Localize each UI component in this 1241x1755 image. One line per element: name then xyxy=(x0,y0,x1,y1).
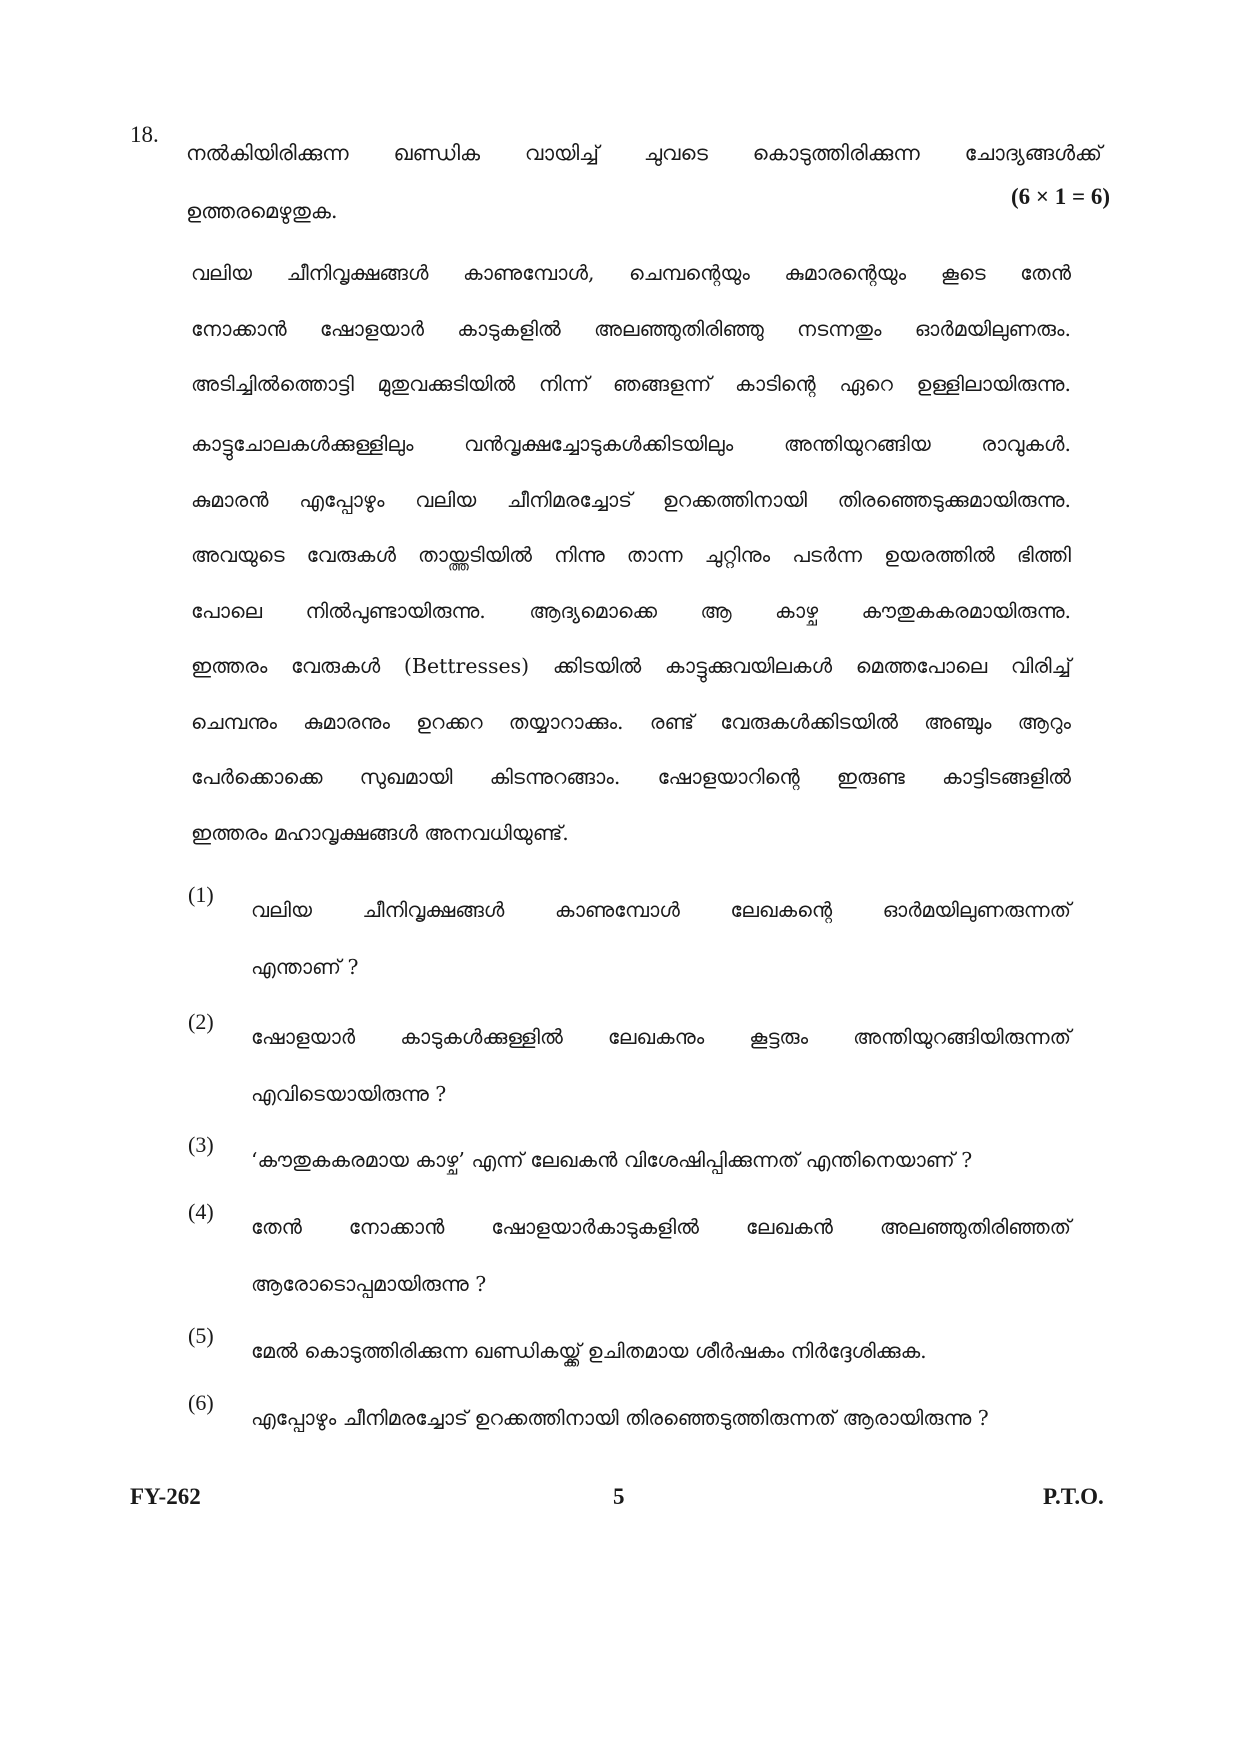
question-instruction-line: ഉത്തരമെഴുതുക. xyxy=(186,199,338,223)
subquestion-line: എവിടെയായിരുന്നു ? xyxy=(251,1082,447,1106)
paper-code: FY-262 xyxy=(130,1484,201,1509)
subquestion-line: വലിയ ചീനിവൃക്ഷങ്ങൾ കാണുമ്പോൾ ലേഖകന്റെ ഓർമയിലുണരുന്നത് xyxy=(251,898,1071,922)
subquestion-line: എന്താണ് ? xyxy=(251,955,359,979)
question-number: 18. xyxy=(130,122,159,147)
passage-line: വലിയ ചീനിവൃക്ഷങ്ങൾ കാണുമ്പോൾ, ചെമ്പന്റെയും കുമാരന്റെയും കൂടെ തേൻ xyxy=(191,261,1071,285)
passage-line: കാട്ടുചോലകൾക്കുള്ളിലും വൻവൃക്ഷച്ചോടുകൾക്കിടയിലും അന്തിയുറങ്ങിയ രാവുകൾ. xyxy=(191,432,1071,456)
subquestion-text xyxy=(251,882,1071,996)
subquestion-line: ‘കൗതുകകരമായ കാഴ്ച’ എന്ന് ലേഖകൻ വിശേഷിപ്പിക്കുന്നത് എന്തിനെയാണ് ? xyxy=(251,1148,973,1172)
subquestion-text xyxy=(251,1009,1071,1123)
page-number: 5 xyxy=(613,1484,625,1509)
subquestion-line: തേൻ നോക്കാൻ ഷോളയാർകാടുകളിൽ ലേഖകൻ അലഞ്ഞുതിരിഞ്ഞത് xyxy=(251,1215,1071,1239)
subquestion-number: (5) xyxy=(188,1323,214,1348)
subquestion-text xyxy=(251,1132,1071,1189)
please-turn-over: P.T.O. xyxy=(1043,1484,1104,1509)
passage-line: പേർക്കൊക്കെ സുഖമായി കിടന്നുറങ്ങാം. ഷോളയാറിന്റെ ഇരുണ്ട കാട്ടിടങ്ങളിൽ xyxy=(191,765,1071,789)
passage-line: പോലെ നിൽപുണ്ടായിരുന്നു. ആദ്യമൊക്കെ ആ കാഴ്ച കൗതുകകരമായിരുന്നു. xyxy=(191,598,1071,623)
subquestion-text xyxy=(251,1390,1071,1447)
question-instruction-line: നൽകിയിരിക്കുന്ന ഖണ്ഡിക വായിച്ച് ചുവടെ കൊടുത്തിരിക്കുന്ന ചോദ്യങ്ങൾക്ക് xyxy=(186,141,1102,165)
subquestion-number: (6) xyxy=(188,1390,214,1415)
passage-paragraph-1 xyxy=(191,246,1071,413)
subquestion-line: ആരോടൊപ്പമായിരുന്നു ? xyxy=(251,1272,487,1296)
passage-line: കുമാരൻ എപ്പോഴും വലിയ ചീനിമരച്ചോട് ഉറക്കത്തിനായി തിരഞ്ഞെടുക്കുമായിരുന്നു. xyxy=(191,487,1071,512)
passage-line: അവയുടെ വേരുകൾ തായ്ത്തടിയിൽ നിന്നു താന്ന ചുറ്റിനും പടർന്ന ഉയരത്തിൽ ഭിത്തി xyxy=(191,543,1071,567)
question-marks: (6 × 1 = 6) xyxy=(1010,184,1110,209)
subquestion-number: (3) xyxy=(188,1132,214,1157)
passage-line: നോക്കാൻ ഷോളയാർ കാടുകളിൽ അലഞ്ഞുതിരിഞ്ഞു നടന്നതും ഓർമയിലുണരും. xyxy=(191,316,1071,341)
passage-line: ചെമ്പനും കുമാരനും ഉറക്കറ തയ്യാറാക്കും. രണ്ട് വേരുകൾക്കിടയിൽ അഞ്ചും ആറും xyxy=(191,709,1071,734)
passage-paragraph-2 xyxy=(191,417,1071,861)
passage-line: ഇത്തരം മഹാവൃക്ഷങ്ങൾ അനവധിയുണ്ട്. xyxy=(191,820,569,845)
passage-line: ഇത്തരം വേരുകൾ (Bettresses) ക്കിടയിൽ കാട്ടുക്കുവയിലകൾ മെത്തപോലെ വിരിച്ച് xyxy=(191,654,1071,678)
subquestion-line: മേൽ കൊടുത്തിരിക്കുന്ന ഖണ്ഡികയ്ക്ക് ഉചിതമായ ശീർഷകം നിർദ്ദേശിക്കുക. xyxy=(251,1339,927,1363)
subquestion-number: (2) xyxy=(188,1009,214,1034)
subquestion-text xyxy=(251,1199,1071,1313)
subquestion-text xyxy=(251,1323,1071,1380)
subquestion-line: എപ്പോഴും ചീനിമരച്ചോട് ഉറക്കത്തിനായി തിരഞ്ഞെടുത്തിരുന്നത് ആരായിരുന്നു ? xyxy=(251,1406,989,1430)
subquestion-line: ഷോളയാർ കാടുകൾക്കുള്ളിൽ ലേഖകനും കൂട്ടരും അന്തിയുറങ്ങിയിരുന്നത് xyxy=(251,1025,1071,1049)
subquestion-number: (1) xyxy=(188,882,214,907)
question-instruction xyxy=(186,124,1102,240)
subquestion-number: (4) xyxy=(188,1199,214,1224)
passage-line: അടിച്ചിൽത്തൊട്ടി മുതുവക്കുടിയിൽ നിന്ന് ഞങ്ങളന്ന് കാടിന്റെ ഏറെ ഉള്ളിലായിരുന്നു. xyxy=(191,372,1071,396)
